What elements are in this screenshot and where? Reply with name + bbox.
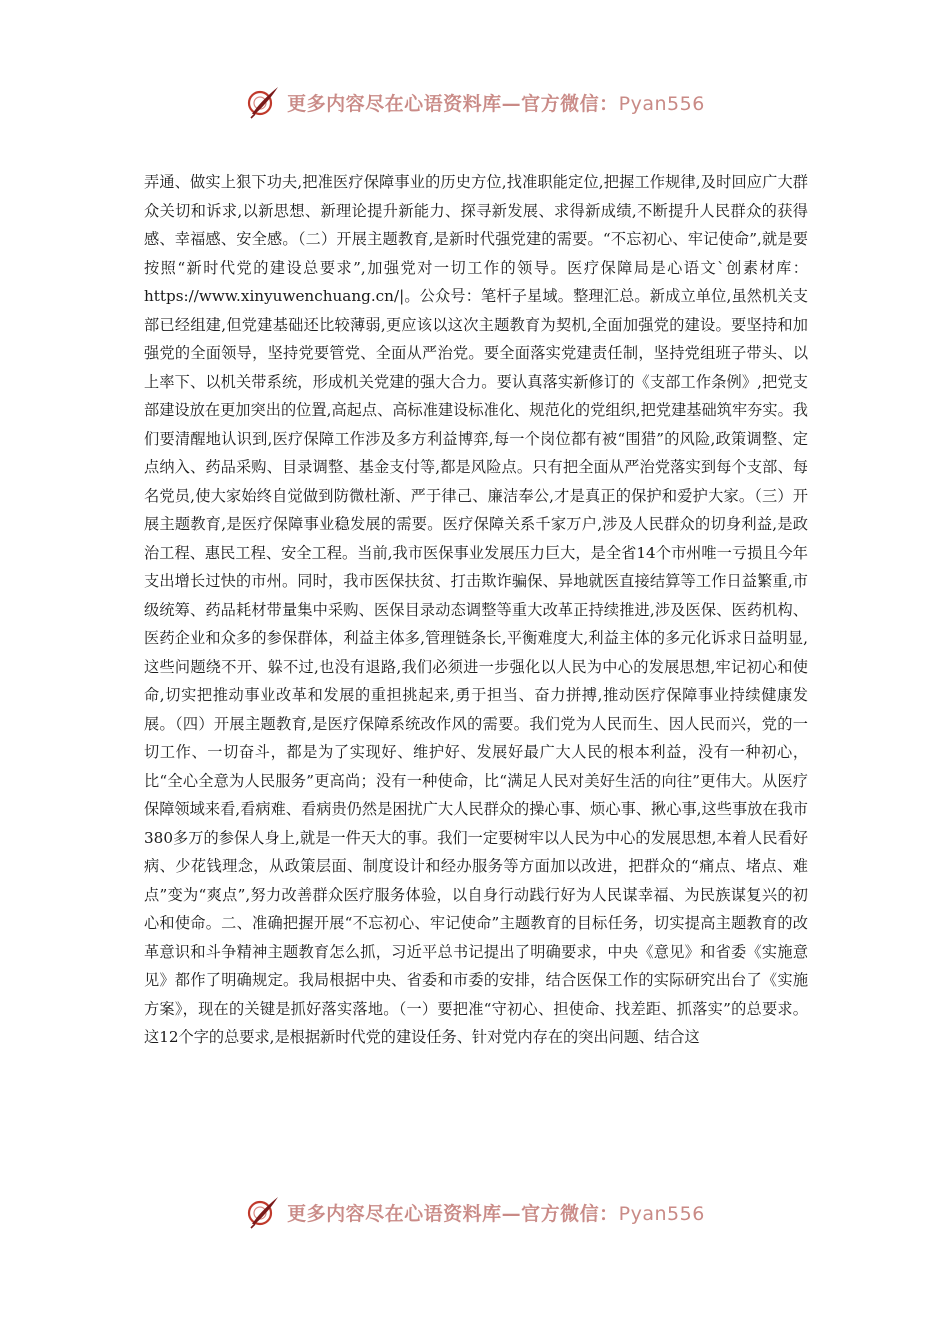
quill-logo-icon — [245, 1194, 281, 1230]
quill-logo-icon — [245, 84, 281, 120]
body-paragraph: 弄通、做实上狠下功夫,把准医疗保障事业的历史方位,找准职能定位,把握工作规律,及时回应广大群众关切和诉求,以新思想、新理论提升新能力、探寻新发展、求得新成绩,不断提升人民群众的获得感、幸福感、安全感。（二）开展主题教育,是新时代强党建的需要。“不忘初心、牢记使命”,就是要按照“新时代党的建设总要求”,加强党对一切工作的领导。医疗保障局是心语文`创素材库：https://www.xinyuwenchuang.cn/|。公众号：笔杆子星域。整理汇总。新成立单位,虽然机关支部已经组建,但党建基础还比较薄弱,更应该以这次主题教育为契机,全面加强党的建设。要坚持和加强党的全面领导，坚持党要管党、全面从严治党。要全面落实党建责任制，坚持党组班子带头、以上率下、以机关带系统，形成机关党建的强大合力。要认真落实新修订的《支部工作条例》,把党支部建设放在更加突出的位置,高起点、高标准建设标准化、规范化的党组织,把党建基础筑牢夯实。我们要清醒地认识到,医疗保障工作涉及多方利益博弈,每一个岗位都有被“围猎”的风险,政策调整、定点纳入、药品采购、目录调整、基金支付等,都是风险点。只有把全面从严治党落实到每个支部、每名党员,使大家始终自觉做到防微杜渐、严于律己、廉洁奉公,才是真正的保护和爱护大家。（三）开展主题教育,是医疗保障事业稳发展的需要。医疗保障关系千家万户,涉及人民群众的切身利益,是政治工程、惠民工程、安全工程。当前,我市医保事业发展压力巨大，是全省14个市州唯一亏损且今年支出增长过快的市州。同时，我市医保扶贫、打击欺诈骗保、异地就医直接结算等工作日益繁重,市级统筹、药品耗材带量集中采购、医保目录动态调整等重大改革正持续推进,涉及医保、医药机构、医药企业和众多的参保群体，利益主体多,管理链条长,平衡难度大,利益主体的多元化诉求日益明显,这些问题绕不开、躲不过,也没有退路,我们必须进一步强化以人民为中心的发展思想,牢记初心和使命,切实把推动事业改革和发展的重担挑起来,勇于担当、奋力拼搏,推动医疗保障事业持续健康发展。（四）开展主题教育,是医疗保障系统改作风的需要。我们党为人民而生、因人民而兴，党的一切工作、一切奋斗，都是为了实现好、维护好、发展好最广大人民的根本利益，没有一种初心，比“全心全意为人民服务”更高尚；没有一种使命，比“满足人民对美好生活的向往”更伟大。从医疗保障领域来看,看病难、看病贵仍然是困扰广大人民群众的操心事、烦心事、揪心事,这些事放在我市380多万的参保人身上,就是一件天大的事。我们一定要树牢以人民为中心的发展思想,本着人民看好病、少花钱理念，从政策层面、制度设计和经办服务等方面加以改进，把群众的“痛点、堵点、难点”变为“爽点”,努力改善群众医疗服务体验，以自身行动践行好为人民谋幸福、为民族谋复兴的初心和使命。二、准确把握开展“不忘初心、牢记使命”主题教育的目标任务，切实提高主题教育的改革意识和斗争精神主题教育怎么抓，习近平总书记提出了明确要求，中央《意见》和省委《实施意见》都作了明确规定。我局根据中央、省委和市委的安排，结合医保工作的实际研究出台了《实施方案》，现在的关键是抓好落实落地。（一）要把准“守初心、担使命、找差距、抓落实”的总要求。这12个字的总要求,是根据新时代党的建设任务、针对党内存在的突出问题、结合这 — [144, 173, 808, 1046]
footer-watermark-banner — [0, 1192, 950, 1232]
banner-wechat-id: Pyan556 — [618, 92, 705, 115]
banner-title — [287, 89, 705, 116]
header-watermark-banner — [0, 82, 950, 122]
banner-wechat-id: Pyan556 — [618, 1202, 705, 1225]
banner-title — [287, 1199, 705, 1226]
document-body — [144, 168, 808, 1052]
banner-text-cn: 更多内容尽在心语资料库—官方微信： — [287, 92, 619, 115]
banner-text-cn: 更多内容尽在心语资料库—官方微信： — [287, 1202, 619, 1225]
